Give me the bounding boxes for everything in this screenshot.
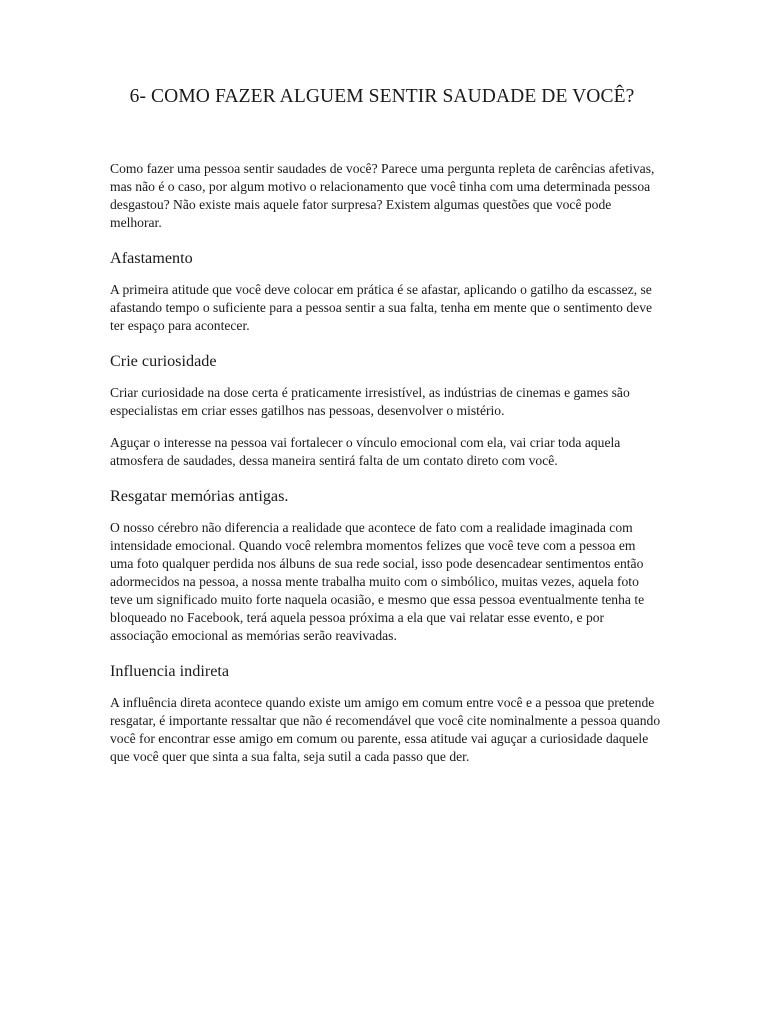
section-paragraph: Aguçar o interesse na pessoa vai fortalecer o vínculo emocional com ela, vai criar toda aquela atmosfera de saudades, dessa maneira sentirá falta de um contato direto com você. (110, 435, 621, 468)
section-paragraph: A influência direta acontece quando existe um amigo em comum entre você e a pessoa que pretende resgatar, é importante ressaltar que não é recomendável que você cite nominalmente a pessoa quando você for encontrar esse amigo em comum ou parente, essa atitude vai aguçar a curiosidade daquele que você quer que sinta a sua falta, seja sutil a cada passo que der. (110, 695, 661, 764)
section-heading-afastamento: Afastamento (110, 249, 193, 267)
section-paragraph: Criar curiosidade na dose certa é praticamente irresistível, as indústrias de cinemas e games são especialistas em criar esses gatilhos nas pessoas, desenvolver o mistério. (110, 385, 630, 418)
document-title: 6- COMO FAZER ALGUEM SENTIR SAUDADE DE VOCÊ? (129, 86, 635, 107)
section-heading-influencia-indireta: Influencia indireta (110, 662, 230, 680)
section-paragraph: A primeira atitude que você deve colocar em prática é se afastar, aplicando o gatilho da escassez, se afastando tempo o suficiente para a pessoa sentir a sua falta, tenha em mente que o sentimento deve ter espaço para acontecer. (110, 282, 653, 333)
section-paragraph: O nosso cérebro não diferencia a realidade que acontece de fato com a realidade imaginada com intensidade emocional. Quando você relembra momentos felizes que você teve com a pessoa em uma foto qualquer perdida nos álbuns de sua rede social, isso pode desencadear sentimentos então adormecidos na pessoa, a nossa mente trabalha muito com o simbólico, muitas vezes, aquela foto teve um significado muito forte naquela ocasião, e mesmo que essa pessoa eventualmente tenha te bloqueado no Facebook, terá aquela pessoa próxima a ela que vai relatar esse evento, e por associação emocional as memórias serão reavivadas. (110, 520, 645, 643)
document-page (110, 86, 662, 780)
section-heading-crie-curiosidade: Crie curiosidade (110, 352, 217, 370)
section-heading-resgatar-memorias: Resgatar memórias antigas. (110, 487, 289, 505)
intro-paragraph: Como fazer uma pessoa sentir saudades de você? Parece uma pergunta repleta de carências afetivas, mas não é o caso, por algum motivo o relacionamento que você tinha com uma determinada pessoa desgastou? Não existe mais aquele fator surpresa? Existem algumas questões que você pode melhorar. (110, 161, 655, 230)
